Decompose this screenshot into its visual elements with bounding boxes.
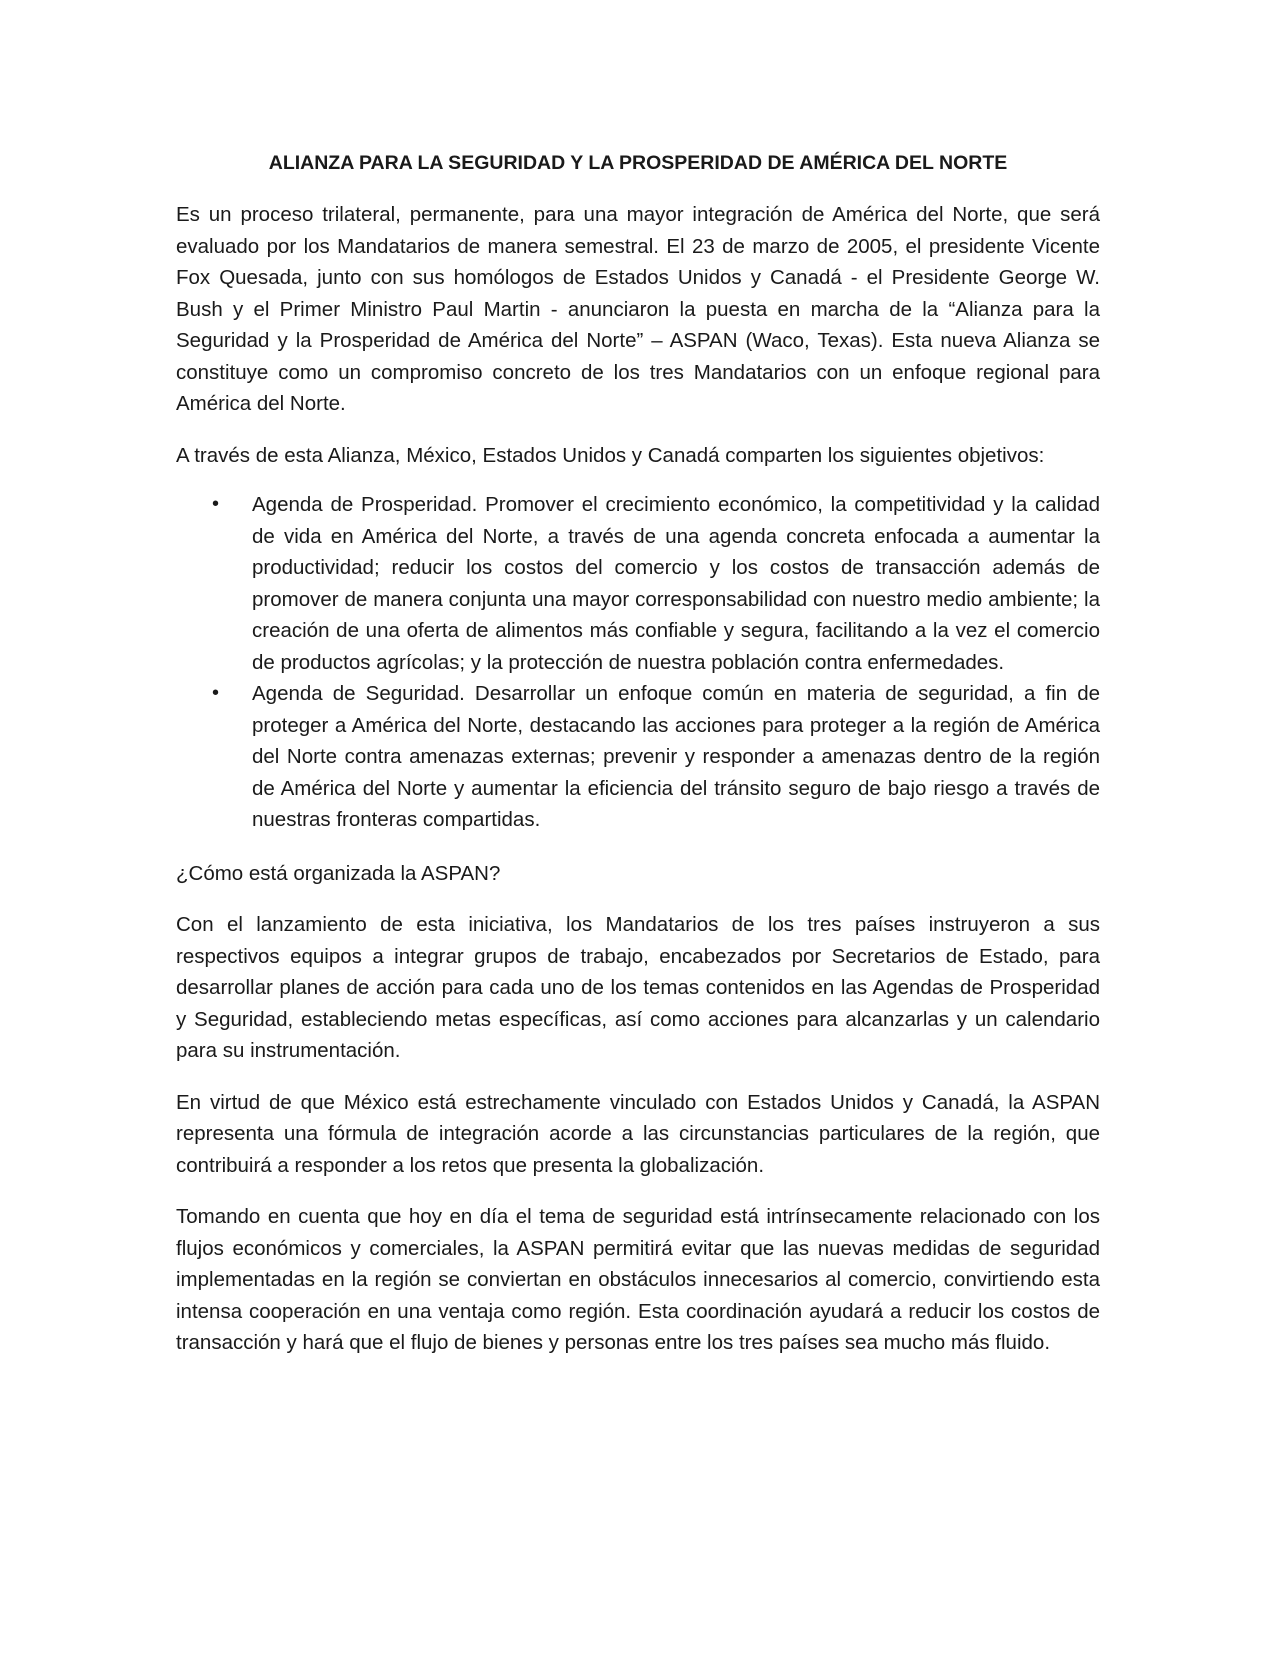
document-title: ALIANZA PARA LA SEGURIDAD Y LA PROSPERIDAD DE AMÉRICA DEL NORTE <box>268 152 1008 174</box>
objective-text: Agenda de Seguridad. Desarrollar un enfoque común en materia de seguridad, a fin de proteger a América del Norte, destacando las acciones para proteger a la región de América del Norte contra amenazas externas; prevenir y responder a amenazas dentro de la región de América del Norte y aumentar la eficiencia del tránsito seguro de bajo riesgo a través de nuestras fronteras compartidas. <box>252 682 1100 831</box>
organization-paragraph: Con el lanzamiento de esta iniciativa, los Mandatarios de los tres países instruyeron a sus respectivos equipos a integrar grupos de trabajo, encabezados por Secretarios de Estado, para desarrollar planes de acción para cada uno de los temas contenidos en las Agendas de Prosperidad y Seguridad, estableciendo metas específicas, así como acciones para alcanzarlas y un calendario para su instrumentación. <box>176 913 1100 1062</box>
objective-text: Agenda de Prosperidad. Promover el crecimiento económico, la competitividad y la calidad de vida en América del Norte, a través de una agenda concreta enfocada a aumentar la productividad; reducir los costos del comercio y los costos de transacción además de promover de manera conjunta una mayor corresponsabilidad con nuestro medio ambiente; la creación de una oferta de alimentos más confiable y segura, facilitando a la vez el comercio de productos agrícolas; y la protección de nuestra población contra enfermedades. <box>252 493 1100 674</box>
list-item <box>176 678 1100 836</box>
intro-paragraph: Es un proceso trilateral, permanente, para una mayor integración de América del Norte, que será evaluado por los Mandatarios de manera semestral. El 23 de marzo de 2005, el presidente Vicente Fox Quesada, junto con sus homólogos de Estados Unidos y Canadá - el Presidente George W. Bush y el Primer Ministro Paul Martin - anunciaron la puesta en marcha de la “Alianza para la Seguridad y la Prosperidad de América del Norte” – ASPAN (Waco, Texas). Esta nueva Alianza se constituye como un compromiso concreto de los tres Mandatarios con un enfoque regional para América del Norte. <box>176 203 1100 415</box>
list-item <box>176 489 1100 678</box>
bullet-icon: • <box>212 682 220 704</box>
objectives-list <box>176 489 1100 836</box>
security-paragraph: Tomando en cuenta que hoy en día el tema de seguridad está intrínsecamente relacionado con los flujos económicos y comerciales, la ASPAN permitirá evitar que las nuevas medidas de seguridad implementadas en la región se conviertan en obstáculos innecesarios al comercio, convirtiendo esta intensa cooperación en una ventaja como región. Esta coordinación ayudará a reducir los costos de transacción y hará que el flujo de bienes y personas entre los tres países sea mucho más fluido. <box>176 1205 1100 1354</box>
integration-paragraph: En virtud de que México está estrechamente vinculado con Estados Unidos y Canadá, la ASPAN representa una fórmula de integración acorde a las circunstancias particulares de la región, que contribuirá a responder a los retos que presenta la globalización. <box>176 1090 1100 1177</box>
document-page <box>176 148 1100 1379</box>
objectives-intro: A través de esta Alianza, México, Estados Unidos y Canadá comparten los siguientes objetivos: <box>176 443 1045 467</box>
bullet-icon: • <box>212 493 220 515</box>
section-question: ¿Cómo está organizada la ASPAN? <box>176 861 501 885</box>
